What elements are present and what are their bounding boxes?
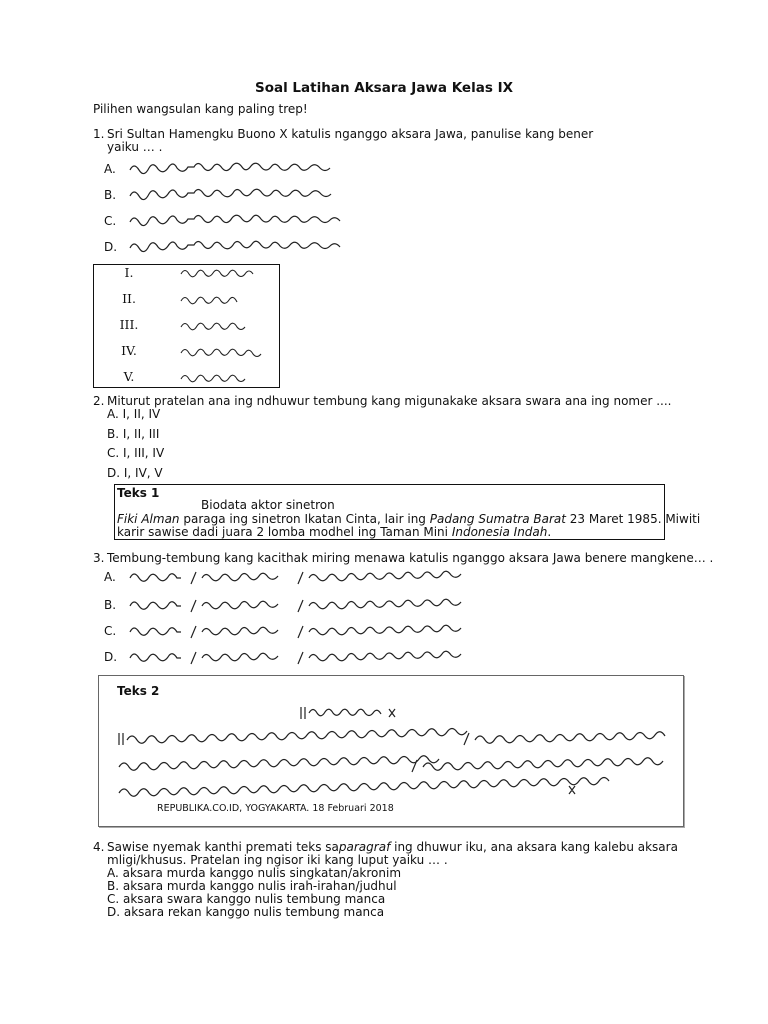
javanese-script-glyphs [128, 212, 378, 230]
italic-place: Indonesia Indah [451, 525, 548, 539]
q2-option-a[interactable]: A. I, II, IV [107, 407, 161, 421]
teks1-label: Teks 1 [117, 486, 160, 500]
option-letter: A. [104, 161, 116, 176]
option-letter: D. [104, 239, 118, 254]
javanese-script-glyphs [179, 344, 269, 362]
teks1-box [114, 484, 701, 540]
option-letter: B. [104, 597, 117, 612]
italic-word: paragraf [338, 840, 391, 854]
text-segment: ing dhuwur iku, ana aksara kang kalebu aksara [390, 840, 678, 854]
q4-text-line2: mligi/khusus. Pratelan ing ngisor iki kang luput yaiku … . [107, 853, 448, 867]
teks2-box [98, 675, 684, 827]
javanese-script-glyphs [128, 238, 378, 256]
text-segment: Sawise nyemak kanthi premati teks sa [107, 840, 339, 854]
numeral: III. [119, 317, 139, 332]
q3-number: 3. [93, 551, 105, 565]
q2-text: Miturut pratelan ana ing ndhuwur tembung kang migunakake aksara swara ana ing nomer .... [107, 394, 672, 408]
option-letter: D. [104, 649, 118, 664]
option-letter: C. [104, 213, 117, 228]
q4-number: 4. [93, 840, 105, 854]
q3-option-c[interactable] [104, 622, 523, 640]
italic-place: Padang Sumatra Barat [429, 512, 566, 526]
teks2-source: REPUBLIKA.CO.ID, YOGYAKARTA. 18 Februari 2018 [157, 803, 394, 814]
javanese-script-glyphs [128, 568, 523, 586]
javanese-script-glyphs [128, 596, 523, 614]
numeral: I. [124, 265, 134, 280]
javanese-script-glyphs [179, 318, 254, 336]
q3-option-d[interactable] [104, 648, 523, 666]
javanese-script-glyphs [128, 160, 368, 178]
q1-number: 1. [93, 127, 105, 141]
text-segment: karir sawise dadi juara 2 lomba modhel ing Taman Mini [117, 525, 452, 539]
option-letter: A. [104, 569, 116, 584]
numeral: IV. [121, 343, 137, 358]
q1-option-c[interactable] [104, 212, 378, 230]
javanese-paragraph-line [117, 782, 587, 800]
numeral: V. [123, 369, 135, 384]
javanese-script-glyphs [179, 292, 244, 310]
q2-number: 2. [93, 394, 105, 408]
teks1-line2 [117, 525, 551, 540]
q4-option-d[interactable]: D. aksara rekan kanggo nulis tembung manca [107, 905, 385, 919]
word-list-box [93, 264, 280, 388]
q3-option-a[interactable] [104, 568, 523, 586]
javanese-title-glyphs [299, 703, 399, 721]
text-segment: paraga ing sinetron Ikatan Cinta, lair ing [179, 512, 430, 526]
italic-name: Fiki Alman [117, 512, 180, 526]
q2-option-d[interactable]: D. I, IV, V [107, 466, 163, 480]
teks2-label: Teks 2 [117, 684, 160, 698]
text-segment: . [547, 525, 552, 539]
q1-option-a[interactable] [104, 160, 368, 178]
javanese-paragraph-line [117, 729, 667, 747]
q1-text-line1: Sri Sultan Hamengku Buono X katulis nganggo aksara Jawa, panulise kang bener [107, 127, 594, 141]
q4-option-a[interactable]: A. aksara murda kanggo nulis singkatan/akronim [107, 866, 402, 880]
q4-option-c[interactable]: C. aksara swara kanggo nulis tembung manca [107, 892, 386, 906]
q4-option-b[interactable]: B. aksara murda kanggo nulis irah-irahan/judhul [107, 879, 397, 893]
javanese-script-glyphs [179, 370, 254, 388]
javanese-script-glyphs [179, 265, 254, 283]
javanese-script-glyphs [128, 186, 368, 204]
instruction: Pilihen wangsulan kang paling trep! [93, 102, 308, 116]
option-letter: B. [104, 187, 117, 202]
javanese-script-glyphs [128, 648, 523, 666]
q2-option-b[interactable]: B. I, II, III [107, 427, 160, 441]
q1-option-d[interactable] [104, 238, 378, 256]
text-segment: 23 Maret 1985. Miwiti [565, 512, 701, 526]
javanese-script-glyphs [128, 622, 523, 640]
page-title: Soal Latihan Aksara Jawa Kelas IX [255, 80, 513, 96]
teks1-heading: Biodata aktor sinetron [201, 498, 335, 512]
option-letter: C. [104, 623, 117, 638]
numeral: II. [122, 291, 136, 306]
q1-option-b[interactable] [104, 186, 368, 204]
javanese-paragraph-line [117, 756, 667, 774]
q1-text-line2: yaiku … . [107, 140, 163, 154]
q3-text: Tembung-tembung kang kacithak miring menawa katulis nganggo aksara Jawa benere mangkene… . [107, 551, 714, 565]
q3-option-b[interactable] [104, 596, 523, 614]
q2-option-c[interactable]: C. I, III, IV [107, 446, 165, 460]
